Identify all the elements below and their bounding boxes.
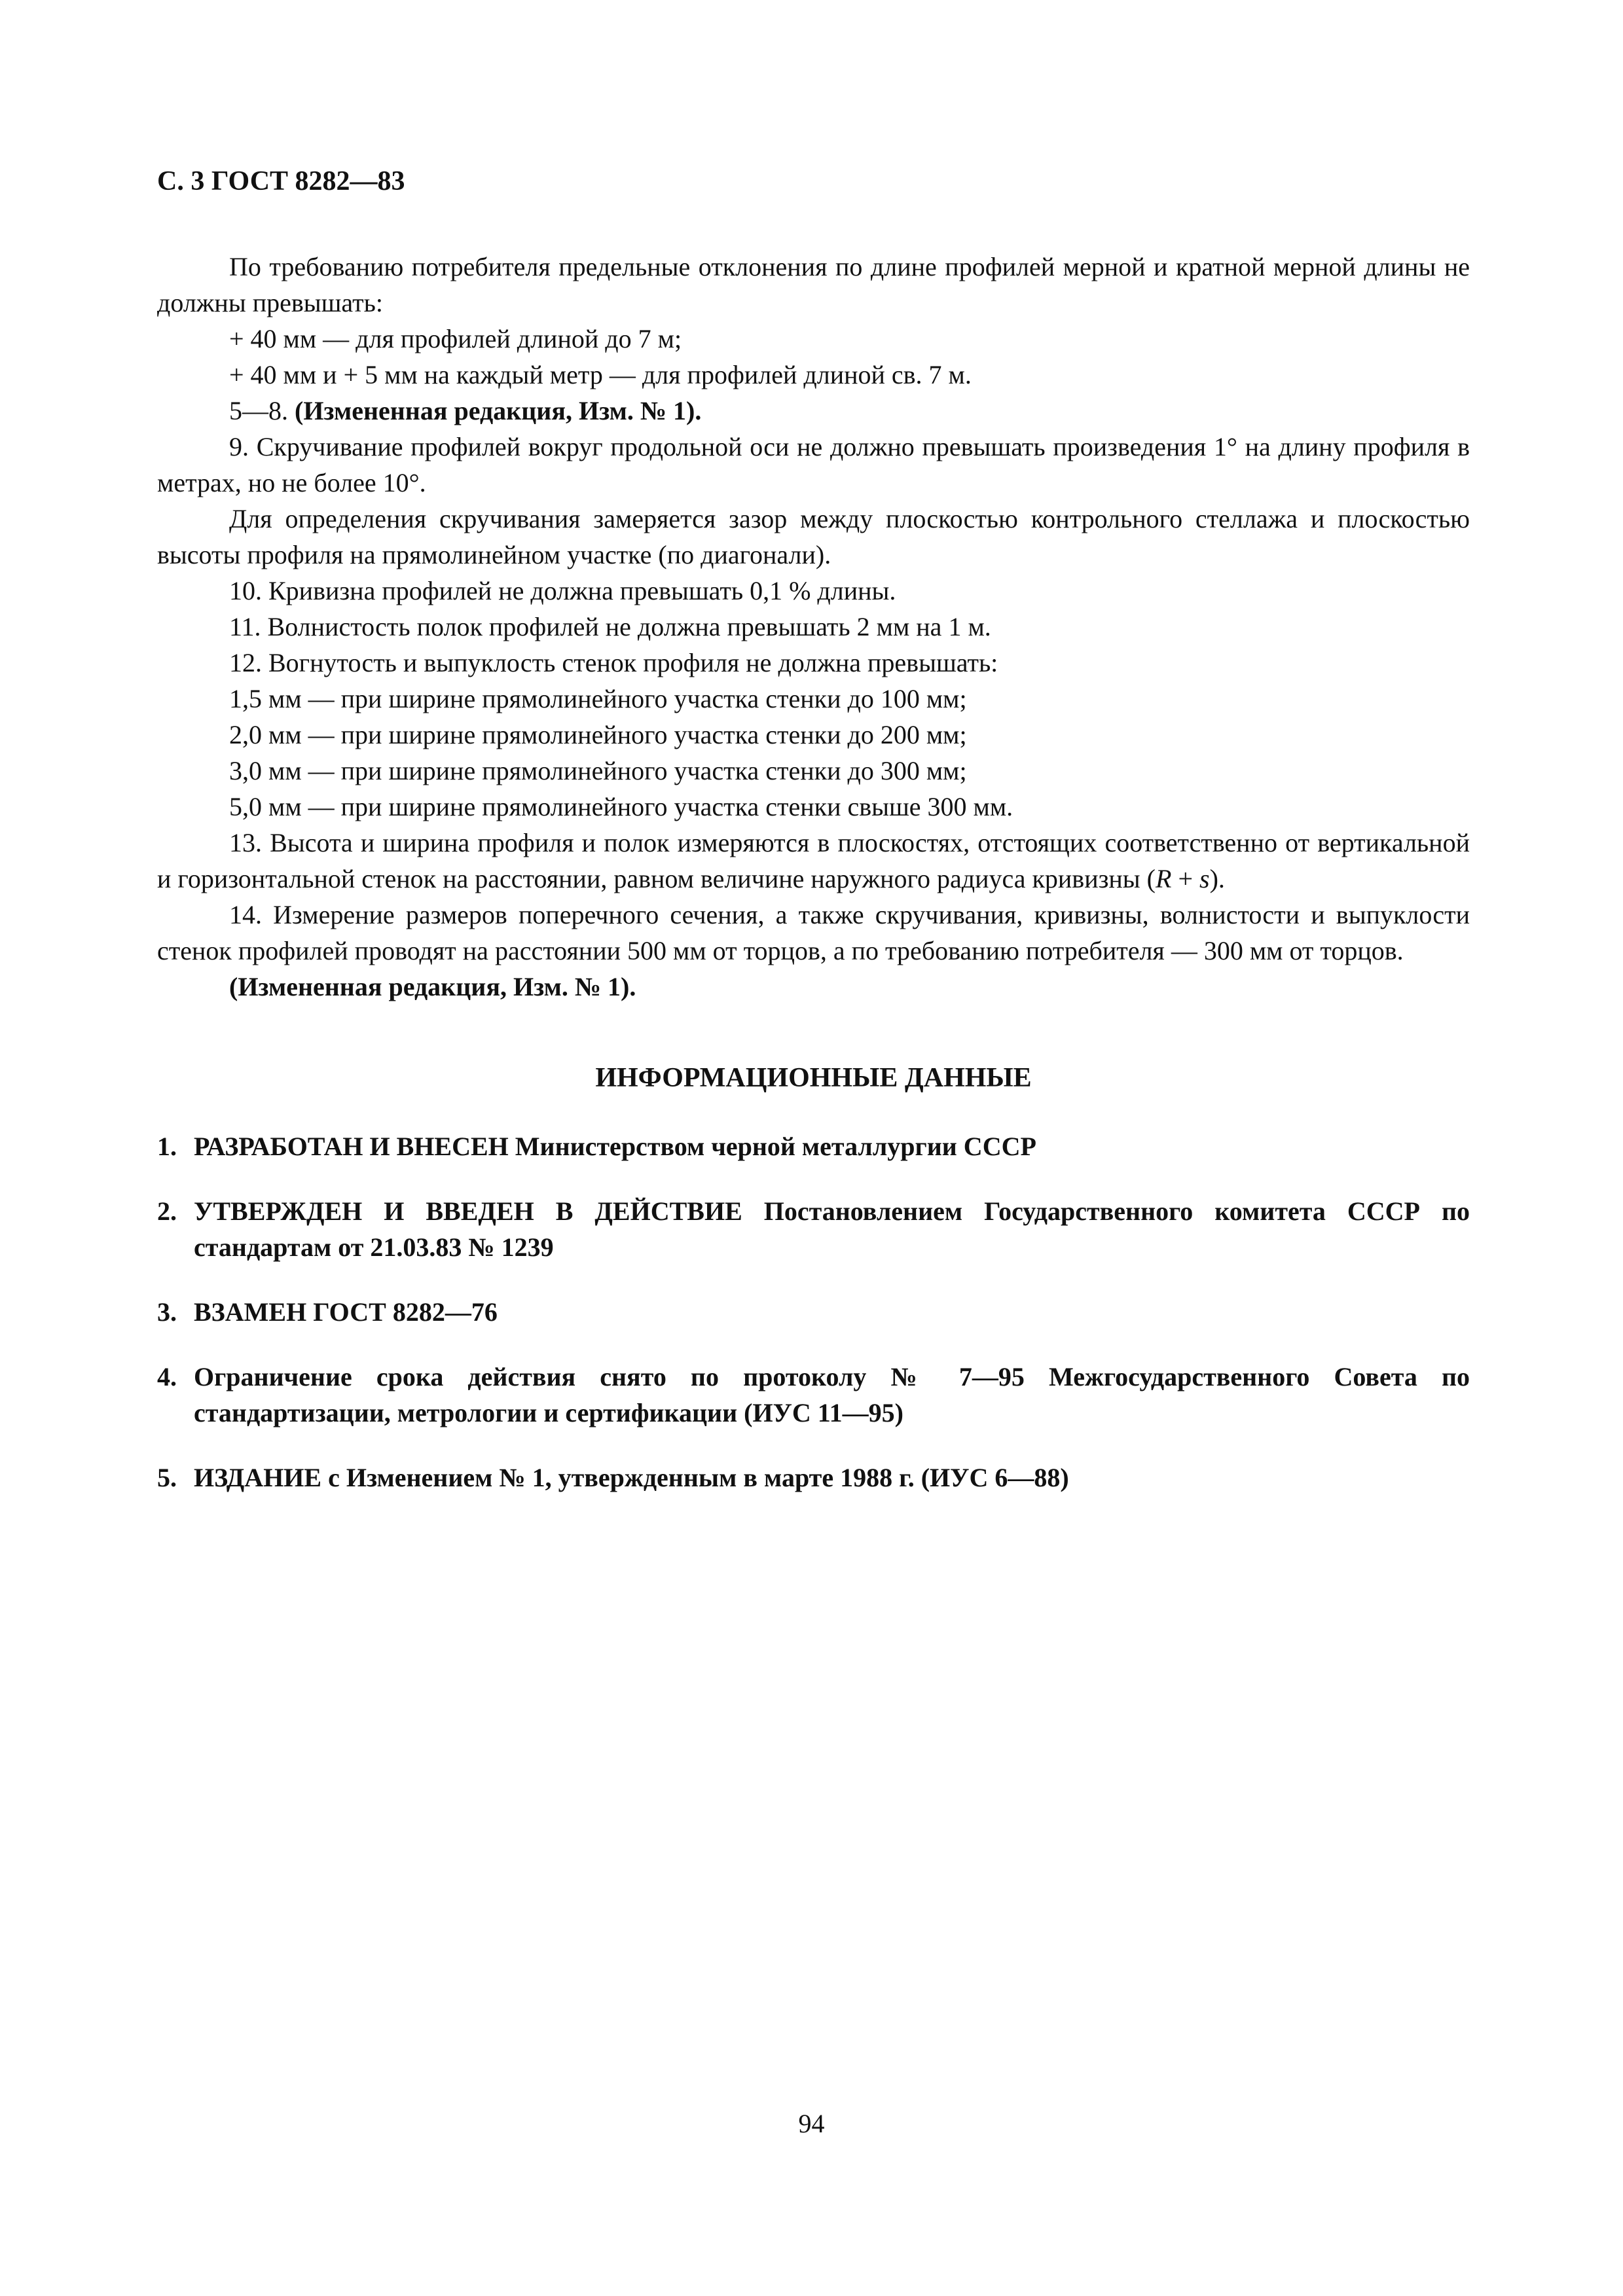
clause-10-curvature: 10. Кривизна профилей не должна превышать 0,1 % длины.	[229, 576, 896, 605]
closing-paren: ).	[1209, 864, 1225, 893]
info-item-text: РАЗРАБОТАН И ВНЕСЕН Министерством черной металлургии СССР	[194, 1132, 1036, 1161]
concavity-limit-200: 2,0 мм — при ширине прямолинейного участка стенки до 200 мм;	[229, 720, 967, 749]
concavity-limit-300: 3,0 мм — при ширине прямолинейного участка стенки до 300 мм;	[229, 756, 967, 785]
page-header: С. 3 ГОСТ 8282—83	[157, 166, 405, 196]
radius-symbol: R	[1156, 864, 1172, 893]
paragraph-length-tolerance: По требованию потребителя предельные отклонения по длине профилей мерной и кратной мерной длины не должны превышать:	[157, 252, 1470, 317]
info-item-number: 1.	[157, 1132, 177, 1161]
clause-9-twist: 9. Скручивание профилей вокруг продольной оси не должно превышать произведения 1° на длину профиля в метрах, но не более 10°.	[157, 432, 1470, 497]
info-item	[157, 1460, 1470, 1496]
amendment-label: (Измененная редакция, Изм. № 1).	[295, 396, 702, 425]
clause-13-text: 13. Высота и ширина профиля и полок измеряются в плоскостях, отстоящих соответственно от вертикальной и горизонтальной стенок на расстоянии, равном величине наружного радиуса кривизны (	[157, 828, 1470, 893]
clause-12-concavity: 12. Вогнутость и выпуклость стенок профиля не должна превышать:	[229, 648, 998, 677]
concavity-limit-100: 1,5 мм — при ширине прямолинейного участка стенки до 100 мм;	[229, 684, 967, 713]
info-item	[157, 1359, 1470, 1431]
info-section-title: ИНФОРМАЦИОННЫЕ ДАННЫЕ	[595, 1063, 1032, 1093]
info-list	[157, 1128, 1470, 1496]
line-tolerance-over-7m: + 40 мм и + 5 мм на каждый метр — для профилей длиной св. 7 м.	[229, 360, 972, 389]
clause-11-waviness: 11. Волнистость полок профилей не должна превышать 2 мм на 1 м.	[229, 612, 991, 641]
amendment-note-5-8	[157, 393, 1470, 429]
page-number: 94	[798, 2109, 825, 2138]
info-item-text: Ограничение срока действия снято по протоколу № 7—95 Межгосударственного Совета по стандартизации, метрологии и сертификации (ИУС 11—95)	[194, 1362, 1470, 1427]
amendment-note-14: (Измененная редакция, Изм. № 1).	[229, 972, 636, 1001]
info-item	[157, 1128, 1470, 1164]
info-item-number: 3.	[157, 1297, 177, 1327]
info-item-number: 2.	[157, 1196, 177, 1226]
clause-13-measurement-planes	[157, 825, 1470, 897]
concavity-limit-over-300: 5,0 мм — при ширине прямолинейного участка стенки свыше 300 мм.	[229, 792, 1013, 821]
plus-sign: +	[1171, 864, 1199, 893]
info-item-number: 4.	[157, 1362, 177, 1391]
info-item-text: ИЗДАНИЕ с Изменением № 1, утвержденным в марте 1988 г. (ИУС 6—88)	[194, 1463, 1069, 1492]
clause-number: 5—8.	[229, 396, 288, 425]
info-item-text: УТВЕРЖДЕН И ВВЕДЕН В ДЕЙСТВИЕ Постановлением Государственного комитета СССР по стандартам от 21.03.83 № 1239	[194, 1196, 1470, 1262]
line-tolerance-up-to-7m: + 40 мм — для профилей длиной до 7 м;	[229, 324, 682, 353]
info-item-text: ВЗАМЕН ГОСТ 8282—76	[194, 1297, 498, 1327]
body-text	[157, 249, 1470, 1005]
paragraph-twist-measurement: Для определения скручивания замеряется зазор между плоскостью контрольного стеллажа и плоскостью высоты профиля на прямолинейном участке (по диагонали).	[157, 504, 1470, 569]
info-item	[157, 1193, 1470, 1265]
info-item-number: 5.	[157, 1463, 177, 1492]
thickness-symbol: s	[1199, 864, 1210, 893]
info-item	[157, 1294, 1470, 1330]
clause-14-measurement-distance: 14. Измерение размеров поперечного сечения, а также скручивания, кривизны, волнистости и выпуклости стенок профилей проводят на расстоянии 500 мм от торцов, а по требованию потребителя — 300 мм от торцов.	[157, 900, 1470, 965]
